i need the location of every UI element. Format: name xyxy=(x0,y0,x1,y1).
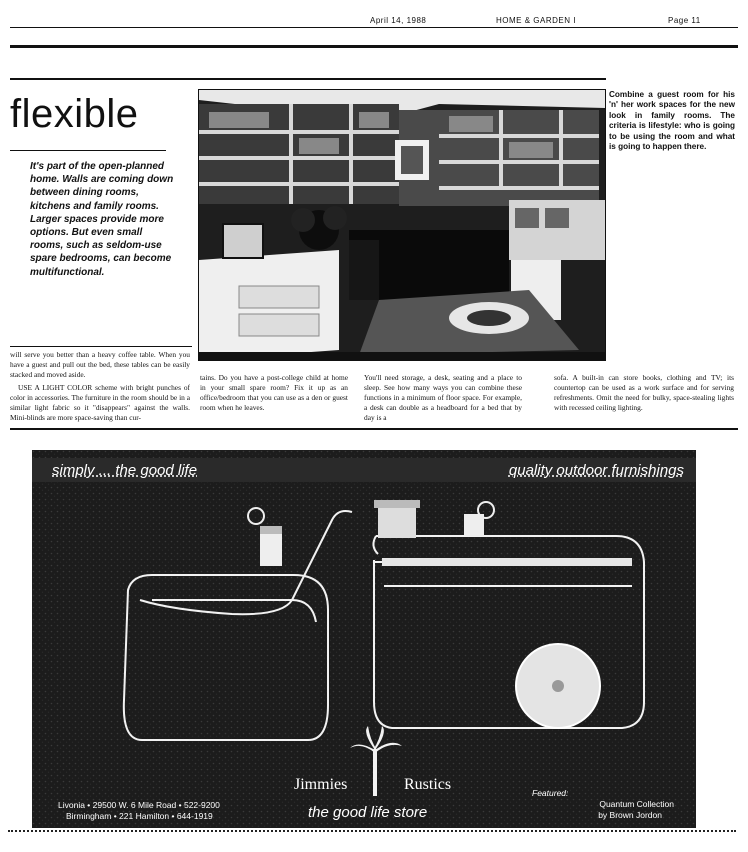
store-tagline: the good life store xyxy=(308,804,428,821)
article-bottom-rule xyxy=(10,428,738,430)
section-name: HOME & GARDEN I xyxy=(496,16,576,25)
article-top-rule xyxy=(10,78,606,80)
store-address-birmingham: Birmingham • 221 Hamilton • 644-1919 xyxy=(66,811,213,821)
brand-name-left: Jimmies xyxy=(294,776,348,793)
ad-slogan-right: quality outdoor furnishings xyxy=(508,462,684,479)
ad-slogan-left: simply ... the good life xyxy=(52,462,198,479)
body-column-4: sofa. A built-in can store books, clothing and TV; its countertop can be used as a work surface and for serving refreshments. Omit the need for bulky, space-stealing lights with recessed ceiling lighting. xyxy=(554,373,734,412)
body-column-1-bottom: USE A LIGHT COLOR scheme with bright punches of color in accessories. The furniture in the room should be in a similar light fabric so it "disappears" against the walls. Mini-blinds are more space-saving than cur- xyxy=(10,383,190,422)
featured-maker: by Brown Jordon xyxy=(598,810,662,820)
photo-caption: Combine a guest room for his 'n' her work spaces for the new look in family rooms. The criteria is lifestyle: who is going to be using the room and what is going to happen there. xyxy=(609,90,735,152)
featured-collection: Quantum Collection xyxy=(599,799,674,809)
featured-label: Featured: xyxy=(532,788,569,798)
room-photo-illustration xyxy=(199,90,605,360)
article-headline: flexible xyxy=(10,92,139,136)
page-edge-dots xyxy=(8,830,736,832)
deck-top-rule xyxy=(10,150,166,151)
page-number: Page 11 xyxy=(668,16,701,25)
body-column-2: tains. Do you have a post-college child at home in your small spare room? Fix it up as an office/bedroom that you can use as a den or guest room when he leaves. xyxy=(200,373,348,412)
room-photo xyxy=(198,89,606,361)
body-column-3: You'll need storage, a desk, seating and a place to sleep. See how many ways you can combine these functions in a minimum of floor space. For example, a desk can double as a headboard for a bed that by day is a xyxy=(364,373,522,422)
issue-date: April 14, 1988 xyxy=(370,16,427,25)
article-deck: It's part of the open-planned home. Walls are coming down between dining rooms, kitchens and family rooms. Larger spaces provide more options. But even small rooms, such as seldom-use spare bedrooms, can become multifunctional. xyxy=(30,161,174,278)
store-address-livonia: Livonia • 29500 W. 6 Mile Road • 522-9200 xyxy=(58,800,220,810)
body-column-1-top: will serve you better than a heavy coffee table. When you have a guest and pull out the bed, these tables can be easily stacked and moved aside. xyxy=(10,350,190,379)
advertisement xyxy=(32,450,696,828)
brand-name-right: Rustics xyxy=(404,776,452,793)
furniture-illustration xyxy=(32,450,696,828)
header-rule-thick xyxy=(10,45,738,48)
header-rule-thin xyxy=(10,27,738,28)
deck-bottom-rule xyxy=(10,346,192,347)
